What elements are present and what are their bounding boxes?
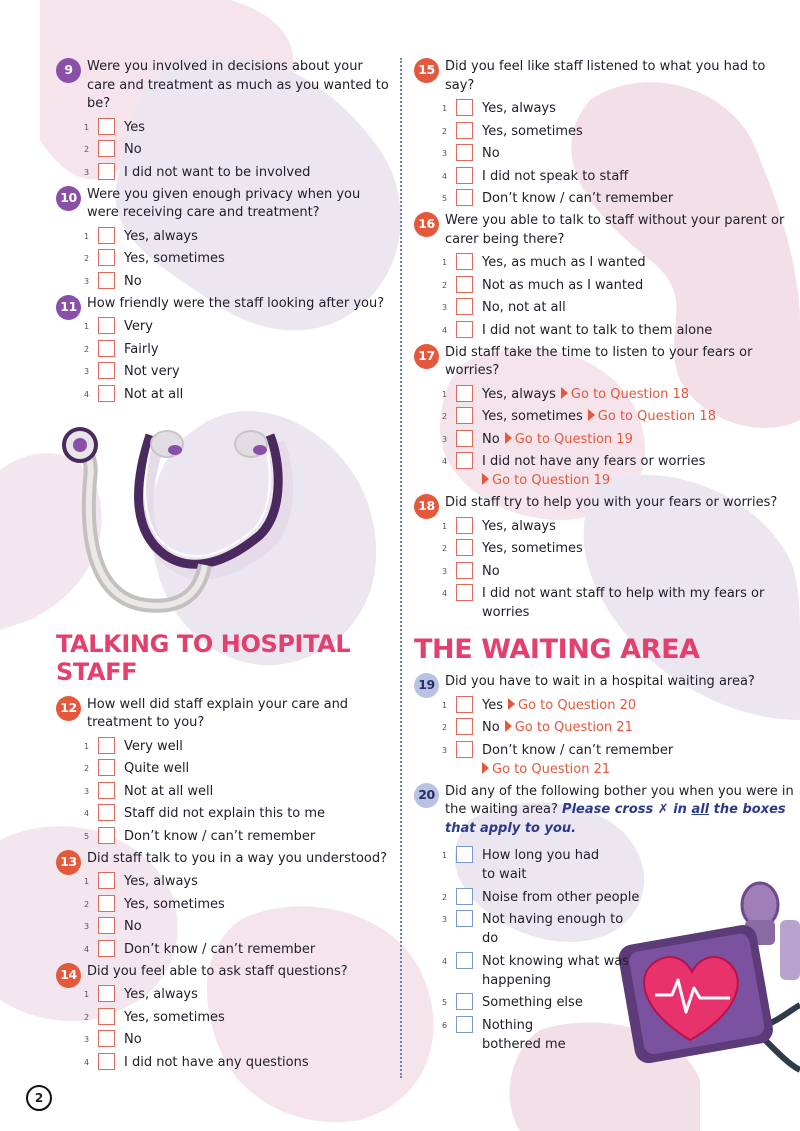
option-row: 2 Yes, sometimes xyxy=(442,122,794,141)
question-number-badge: 15 xyxy=(414,58,439,83)
option-label: I did not want to be involved xyxy=(124,164,311,180)
option-label: Yes, sometimes xyxy=(482,123,583,139)
option-row: 4 Not knowing what was happening xyxy=(442,952,632,990)
question-20 xyxy=(414,783,794,1054)
arrow-right-icon xyxy=(482,762,489,774)
question-number-badge: 16 xyxy=(414,212,439,237)
option-label: I did not want staff to help with my fears or worries xyxy=(482,586,765,620)
option-row: 4 Not at all xyxy=(84,385,391,404)
question-number-badge: 10 xyxy=(56,186,81,211)
checkbox[interactable] xyxy=(456,189,473,206)
page-number: 2 xyxy=(26,1085,52,1111)
option-row: 2 Quite well xyxy=(84,759,391,778)
question-text: Were you given enough privacy when you were receiving care and treatment? xyxy=(87,186,361,220)
option-label: Yes, always xyxy=(482,101,556,116)
option-row: 5 Something else xyxy=(442,993,612,1012)
question-14 xyxy=(56,963,391,1072)
left-column xyxy=(56,58,391,1076)
arrow-right-icon xyxy=(588,409,595,421)
option-row: 2 Not as much as I wanted xyxy=(442,276,794,295)
routing-instruction: Go to Question 18 xyxy=(583,409,716,424)
option-label: Yes, sometimes xyxy=(124,1009,225,1025)
question-text: Did any of the following bother you when you were in the waiting area? xyxy=(445,783,794,817)
option-label: I did not want to talk to them alone xyxy=(482,322,713,338)
question-17 xyxy=(414,344,794,491)
checkbox[interactable] xyxy=(98,804,115,821)
checkbox[interactable] xyxy=(98,782,115,799)
question-text: Did you have to wait in a hospital waiting area? xyxy=(445,674,755,689)
option-label: Yes, always xyxy=(482,386,556,402)
option-row: 3 No xyxy=(84,917,391,936)
checkbox[interactable] xyxy=(98,895,115,912)
option-label: No xyxy=(482,720,500,735)
option-row: 1 Yes Go to Question 20 xyxy=(442,697,637,713)
checkbox[interactable] xyxy=(98,737,115,754)
question-10 xyxy=(56,186,391,291)
option-label: Yes xyxy=(482,697,503,713)
option-label: I did not speak to staff xyxy=(482,168,629,184)
option-label: No xyxy=(482,146,500,161)
checkbox[interactable] xyxy=(456,253,473,270)
option-label: Yes, sometimes xyxy=(124,896,225,912)
option-row: 4 I did not have any questions xyxy=(84,1053,391,1072)
checkbox[interactable] xyxy=(456,562,473,579)
option-label: No xyxy=(482,431,500,447)
option-label: Not as much as I wanted xyxy=(482,277,644,293)
option-row: 3 No xyxy=(442,144,794,163)
section-heading-waiting: THE WAITING AREA xyxy=(414,634,700,665)
question-number-badge: 20 xyxy=(414,783,439,808)
option-label: Don’t know / can’t remember xyxy=(482,742,674,758)
checkbox[interactable] xyxy=(456,910,473,927)
option-row: 4 Don’t know / can’t remember xyxy=(84,940,391,959)
question-15 xyxy=(414,58,794,208)
question-number-badge: 9 xyxy=(56,58,81,83)
option-label: I did not have any fears or worries xyxy=(482,454,706,469)
option-label: Staff did not explain this to me xyxy=(124,806,326,821)
question-number-badge: 11 xyxy=(56,295,81,320)
checkbox[interactable] xyxy=(456,144,473,161)
checkbox[interactable] xyxy=(98,985,115,1002)
option-label: Nothing bothered me xyxy=(482,1017,566,1052)
checkbox[interactable] xyxy=(456,718,473,735)
option-row: 3 No xyxy=(84,1030,391,1049)
option-label: Not at all well xyxy=(124,783,214,799)
arrow-right-icon xyxy=(561,387,568,399)
question-number-badge: 17 xyxy=(414,344,439,369)
option-row: 3 No xyxy=(84,272,391,291)
option-label: Not very xyxy=(124,364,180,379)
question-text: How friendly were the staff looking after you? xyxy=(87,295,385,311)
checkbox[interactable] xyxy=(98,227,115,244)
option-label: Not knowing what was happening xyxy=(482,953,629,988)
option-row: 3 Not having enough to do xyxy=(442,910,642,948)
option-label: No xyxy=(124,1032,142,1047)
question-13 xyxy=(56,850,391,959)
option-label: Yes, sometimes xyxy=(482,541,583,556)
checkbox[interactable] xyxy=(456,298,473,315)
checkbox[interactable] xyxy=(456,385,473,402)
checkbox[interactable] xyxy=(98,249,115,266)
checkbox[interactable] xyxy=(456,167,473,184)
checkbox[interactable] xyxy=(98,940,115,957)
option-row: 4 I did not speak to staff xyxy=(442,167,794,186)
option-label: Yes, as much as I wanted xyxy=(482,255,646,270)
option-label: No xyxy=(124,273,142,289)
option-label: Noise from other people xyxy=(482,889,640,905)
option-row: 1 Yes xyxy=(84,118,391,137)
question-number-badge: 19 xyxy=(414,673,439,698)
question-number-badge: 12 xyxy=(56,696,81,721)
checkbox[interactable] xyxy=(456,993,473,1010)
option-row: 2 No Go to Question 21 xyxy=(442,720,633,735)
arrow-right-icon xyxy=(482,473,489,485)
checkbox[interactable] xyxy=(98,759,115,776)
checkbox[interactable] xyxy=(456,407,473,424)
checkbox[interactable] xyxy=(456,1016,473,1033)
routing-instruction: Go to Question 19 xyxy=(500,432,633,447)
option-label: Don’t know / can’t remember xyxy=(482,191,674,206)
checkbox[interactable] xyxy=(98,317,115,334)
checkbox[interactable] xyxy=(456,276,473,293)
option-row: 6 Nothing bothered me xyxy=(442,1016,572,1054)
option-row: 1 Yes, always xyxy=(84,985,391,1004)
arrow-right-icon xyxy=(505,432,512,444)
question-number-badge: 14 xyxy=(56,963,81,988)
checkbox[interactable] xyxy=(456,452,473,469)
option-label: Don’t know / can’t remember xyxy=(124,828,316,844)
option-row: 5 Don’t know / can’t remember xyxy=(84,827,391,846)
option-row: 2 Yes, sometimes xyxy=(442,539,794,558)
option-label: Yes, sometimes xyxy=(482,409,583,424)
checkbox[interactable] xyxy=(456,122,473,139)
checkbox[interactable] xyxy=(98,827,115,844)
question-text: Did you feel able to ask staff questions? xyxy=(87,963,348,979)
section-heading-talking: TALKING TO HOSPITAL STAFF xyxy=(56,629,351,686)
option-row: 2 Yes, sometimes xyxy=(84,249,391,268)
checkbox[interactable] xyxy=(456,539,473,556)
question-9 xyxy=(56,58,391,182)
option-row: 3 No xyxy=(442,562,794,581)
option-row: 1 Yes, always xyxy=(84,227,391,246)
question-text: Did staff try to help you with your fears or worries? xyxy=(445,495,778,510)
option-row: 1 Very well xyxy=(84,737,391,756)
checkbox[interactable] xyxy=(456,888,473,905)
arrow-right-icon xyxy=(505,720,512,732)
question-text: Did you feel like staff listened to what you had to say? xyxy=(445,59,766,93)
illustration-spacer xyxy=(56,408,391,630)
option-label: Very xyxy=(124,319,153,334)
option-row: 3 I did not want to be involved xyxy=(84,163,391,182)
checkbox[interactable] xyxy=(456,430,473,447)
option-label: No xyxy=(482,563,500,579)
option-row: 3 Don’t know / can’t remember Go to Question 21 xyxy=(442,741,794,779)
option-label: Yes, always xyxy=(482,518,556,534)
checkbox[interactable] xyxy=(98,1030,115,1047)
checkbox[interactable] xyxy=(456,741,473,758)
routing-instruction: Go to Question 21 xyxy=(500,720,633,735)
question-text: How well did staff explain your care and treatment to you? xyxy=(87,696,349,730)
routing-instruction: Go to Question 21 xyxy=(482,760,794,779)
option-row: 3 Not at all well xyxy=(84,782,391,801)
option-row: 2 Yes, sometimes xyxy=(84,895,391,914)
option-row: 1 Yes, always xyxy=(84,872,391,891)
question-text: Did staff talk to you in a way you understood? xyxy=(87,850,387,866)
question-text: Did staff take the time to listen to your fears or worries? xyxy=(445,344,753,378)
option-row: 1 Yes, always Go to Question 18 xyxy=(442,386,690,402)
option-label: Yes, sometimes xyxy=(124,251,225,266)
option-row: 3 No Go to Question 19 xyxy=(442,431,633,447)
option-label: Yes xyxy=(124,119,145,135)
option-label: Yes, always xyxy=(124,874,198,889)
routing-instruction: Go to Question 19 xyxy=(482,471,794,490)
option-label: No, not at all xyxy=(482,300,566,315)
option-label: Very well xyxy=(124,738,183,754)
checkbox[interactable] xyxy=(98,272,115,289)
question-text: Were you involved in decisions about your care and treatment as much as you wanted to be? xyxy=(87,59,389,111)
option-row: 1 Very xyxy=(84,317,391,336)
option-row: 2 Yes, sometimes xyxy=(84,1008,391,1027)
option-row: 2 Yes, sometimes Go to Question 18 xyxy=(442,409,716,424)
checkbox[interactable] xyxy=(456,321,473,338)
option-label: Something else xyxy=(482,995,583,1010)
option-label: No xyxy=(124,919,142,934)
option-label: Yes, always xyxy=(124,987,198,1002)
option-row: 4 Staff did not explain this to me xyxy=(84,804,391,823)
checkbox[interactable] xyxy=(98,163,115,180)
checkbox[interactable] xyxy=(456,584,473,601)
option-label: Not at all xyxy=(124,386,184,402)
instruction-text: Please cross ✗ in all the boxes that apply to you. xyxy=(445,802,786,836)
routing-instruction: Go to Question 20 xyxy=(503,698,636,713)
question-text: Were you able to talk to staff without your parent or carer being there? xyxy=(445,213,785,247)
option-row: 1 Yes, as much as I wanted xyxy=(442,253,794,272)
option-row: 2 Noise from other people xyxy=(442,888,642,907)
checkbox[interactable] xyxy=(98,362,115,379)
checkbox[interactable] xyxy=(456,99,473,116)
option-row: 2 Fairly xyxy=(84,340,391,359)
option-label: Don’t know / can’t remember xyxy=(124,941,316,957)
option-row: 5 Don’t know / can’t remember xyxy=(442,189,794,208)
question-number-badge: 13 xyxy=(56,850,81,875)
checkbox[interactable] xyxy=(98,1008,115,1025)
question-19 xyxy=(414,673,794,779)
checkbox[interactable] xyxy=(456,952,473,969)
option-label: How long you had to wait xyxy=(482,848,600,882)
option-row: 3 Not very xyxy=(84,362,391,381)
question-18 xyxy=(414,494,794,622)
option-label: Not having enough to do xyxy=(482,912,624,946)
routing-instruction: Go to Question 18 xyxy=(556,387,689,402)
question-16 xyxy=(414,212,794,340)
question-11 xyxy=(56,295,391,404)
checkbox[interactable] xyxy=(98,140,115,157)
option-row: 1 Yes, always xyxy=(442,99,794,118)
checkbox[interactable] xyxy=(98,340,115,357)
option-row: 4 I did not want to talk to them alone xyxy=(442,321,794,340)
checkbox[interactable] xyxy=(98,1053,115,1070)
option-row: 1 How long you had to wait xyxy=(442,846,612,884)
option-label: Yes, always xyxy=(124,228,198,244)
checkbox[interactable] xyxy=(456,517,473,534)
checkbox[interactable] xyxy=(456,696,473,713)
arrow-right-icon xyxy=(508,698,515,710)
checkbox[interactable] xyxy=(98,917,115,934)
right-column xyxy=(414,58,794,1058)
option-label: Quite well xyxy=(124,761,190,776)
question-12 xyxy=(56,696,391,846)
question-number-badge: 18 xyxy=(414,494,439,519)
column-divider xyxy=(400,58,402,1078)
option-row: 4 I did not have any fears or worries Go to Question 19 xyxy=(442,452,794,490)
option-row: 2 No xyxy=(84,140,391,159)
checkbox[interactable] xyxy=(98,385,115,402)
option-label: I did not have any questions xyxy=(124,1054,309,1070)
checkbox[interactable] xyxy=(98,872,115,889)
option-label: No xyxy=(124,142,142,157)
option-row: 3 No, not at all xyxy=(442,298,794,317)
checkbox[interactable] xyxy=(98,118,115,135)
checkbox[interactable] xyxy=(456,846,473,863)
option-row: 1 Yes, always xyxy=(442,517,794,536)
option-label: Fairly xyxy=(124,341,159,357)
option-row: 4 I did not want staff to help with my fears or worries xyxy=(442,584,794,622)
